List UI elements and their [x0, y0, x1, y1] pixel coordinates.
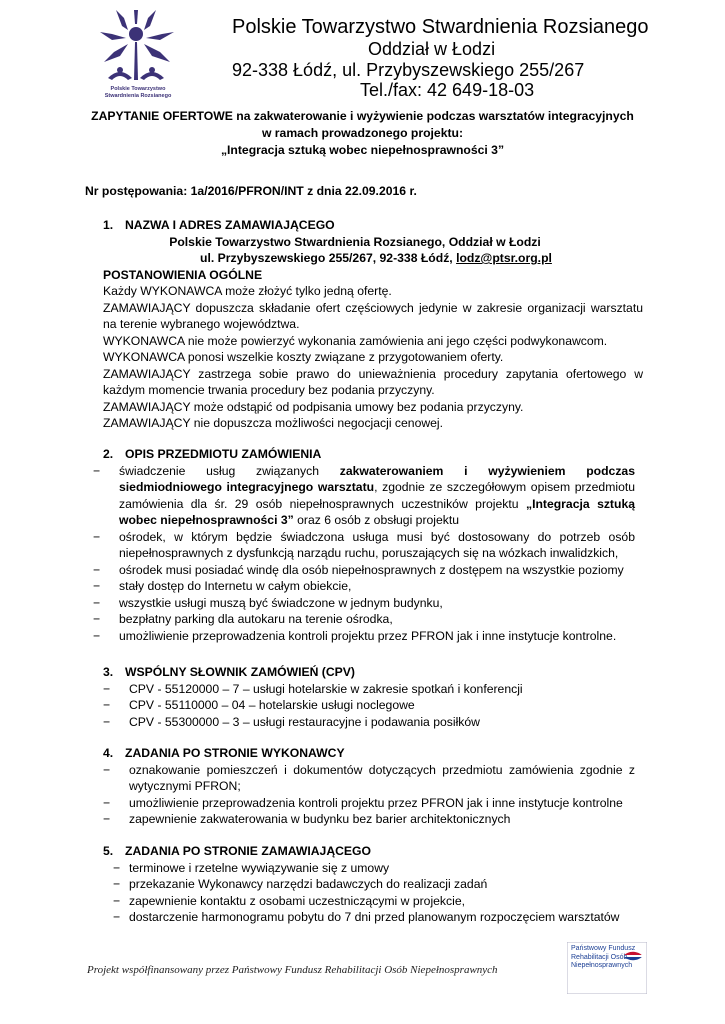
buyer-email-link[interactable]: lodz@ptsr.org.pl: [456, 251, 552, 265]
item-text: świadczenie usług związanych: [119, 463, 340, 478]
item-text: ośrodek musi posiadać windę dla osób niepełnosprawnych z dostępem na wszystkie poziomy: [119, 562, 624, 577]
list-item: [103, 795, 635, 812]
title-line3: „Integracja sztuką wobec niepełnosprawności 3”: [220, 143, 505, 157]
item-text: , zgodnie ze szczegółowym opisem przedmiotu zamówienia dla śr. 29 osób niepełnosprawnych uczestników projektu: [119, 480, 636, 511]
section-2-heading: [103, 446, 635, 463]
pfron-logo-text: [571, 945, 635, 971]
section-5: [103, 843, 643, 926]
list-item: [93, 595, 635, 612]
list-item: [113, 909, 643, 926]
title-line2: w ramach prowadzonego projektu:: [261, 126, 464, 140]
buyer-address-text: ul. Przybyszewskiego 255/267, 92-338 Łódź,: [200, 251, 457, 265]
section-5-title: ZADANIA PO STRONIE ZAMAWIAJĄCEGO: [125, 844, 372, 858]
provision-4: WYKONAWCA ponosi wszelkie koszty związane z przygotowaniem oferty.: [103, 350, 504, 364]
item-text: przekazanie Wykonawcy narzędzi badawczych do realizacji zadań: [129, 877, 488, 891]
item-bold-text: zakwaterowaniem i wyżywieniem podczas siedmiodniowego integracyjnego warsztatu: [119, 463, 635, 494]
list-item: [103, 762, 635, 795]
org-name: Polskie Towarzystwo Stwardnienia Rozsianego: [232, 16, 649, 38]
cpv-code: CPV - 55300000 – 3 – usługi restauracyjne i podawania posiłków: [129, 714, 480, 729]
dash-icon: −: [113, 893, 121, 908]
header-phone: Tel./fax: 42 649-18-03: [360, 80, 535, 100]
provision-6: ZAMAWIAJĄCY może odstąpić od podpisania umowy bez podania przyczyny.: [103, 399, 524, 414]
section-1-number: 1.: [103, 218, 114, 232]
section-5-number: 5.: [103, 844, 114, 858]
item-text: terminowe i rzetelne wywiązywanie się z umowy: [129, 860, 390, 875]
cpv-code: CPV - 55120000 – 7 – usługi hotelarskie w zakresie spotkań i konferencji: [129, 681, 523, 696]
section-1-title: NAZWA I ADRES ZAMAWIAJĄCEGO: [125, 218, 335, 232]
section-4: [103, 745, 635, 828]
project-name: „Integracja sztuką wobec niepełnosprawności 3”: [119, 496, 635, 527]
dash-icon: −: [103, 812, 111, 826]
list-item: [93, 611, 635, 628]
section-3-title: WSPÓLNY SŁOWNIK ZAMÓWIEŃ (CPV): [125, 665, 355, 679]
section-4-title: ZADANIA PO STRONIE WYKONAWCY: [125, 746, 345, 760]
procedure-number: Nr postępowania: 1a/2016/PFRON/INT z dnia 22.09.2016 r.: [85, 184, 417, 198]
dash-icon: −: [113, 910, 121, 924]
ptsr-logo-icon: [98, 8, 176, 88]
branch-name: Oddział w Łodzi: [368, 39, 496, 59]
list-item: [103, 697, 635, 714]
pfron-logo: [567, 942, 647, 994]
item-text: umożliwienie przeprowadzenia kontroli projektu przez PFRON jak i inne instytucje kontrolne.: [119, 628, 617, 643]
list-item: [93, 578, 635, 595]
dash-icon: −: [113, 877, 121, 891]
list-item: [113, 860, 643, 877]
dash-icon: −: [113, 860, 121, 875]
provision-1: Każdy WYKONAWCA może złożyć tylko jedną ofertę.: [103, 284, 392, 298]
provision-2: ZAMAWIAJĄCY dopuszcza składanie ofert częściowych jedynie w zakresie organizacji warsztatu na terenie wybranego województwa.: [103, 300, 643, 331]
section-3-heading: [103, 664, 635, 681]
buyer-org: Polskie Towarzystwo Stwardnienia Rozsianego, Oddział w Łodzi: [169, 234, 541, 249]
dash-icon: −: [103, 762, 111, 777]
dash-icon: −: [103, 681, 111, 696]
logo-caption: [98, 86, 178, 100]
dash-icon: −: [93, 579, 101, 593]
item-text: umożliwienie przeprowadzenia kontroli projektu przez PFRON jak i inne instytucje kontrolne: [129, 795, 623, 810]
general-provisions-heading: POSTANOWIENIA OGÓLNE: [103, 267, 263, 282]
section-3: [103, 664, 635, 730]
buyer-address: [103, 250, 643, 267]
section-1: [103, 217, 643, 432]
provision-3: WYKONAWCA nie może powierzyć wykonania zamówienia ani jego części podwykonawcom.: [103, 333, 608, 348]
dash-icon: −: [93, 529, 101, 544]
item-text: dostarczenie harmonogramu pobytu do 7 dni przed planowanym rozpoczęciem warsztatów: [129, 910, 620, 924]
section-2: [93, 446, 636, 644]
dash-icon: −: [93, 612, 101, 626]
document-title: [90, 108, 635, 159]
logo-caption-line1: Polskie Towarzystwo: [110, 86, 166, 92]
section-4-heading: [103, 745, 635, 762]
section-3-number: 3.: [103, 665, 114, 679]
list-item: [93, 463, 635, 529]
item-text: zapewnienie zakwaterowania w budynku bez barier architektonicznych: [129, 812, 511, 826]
item-text: wszystkie usługi muszą być świadczone w jednym budynku,: [119, 595, 443, 610]
dash-icon: −: [103, 714, 111, 729]
section-1-heading: [103, 217, 643, 234]
list-item: [93, 628, 635, 645]
dash-icon: −: [93, 595, 101, 610]
dash-icon: −: [93, 562, 101, 577]
item-text: ośrodek, w którym będzie świadczona usługa musi być dostosowany do potrzeb osób niepełnosprawnych z dysfunkcją narządu ruchu, poruszających się na wózkach inwalidzkich,: [119, 529, 635, 560]
header-address: 92-338 Łódź, ul. Przybyszewskiego 255/267: [232, 60, 585, 80]
cpv-code: CPV - 55110000 – 04 – hotelarskie usługi noclegowe: [129, 698, 415, 712]
footer-cofinancing-note: Projekt współfinansowany przez Państwowy Fundusz Rehabilitacji Osób Niepełnosprawnych: [87, 964, 498, 976]
section-2-title: OPIS PRZEDMIOTU ZAMÓWIENIA: [125, 447, 322, 461]
list-item: [103, 681, 635, 698]
list-item: [103, 811, 635, 828]
section-5-heading: [103, 843, 643, 860]
list-item: [93, 562, 635, 579]
provision-7: ZAMAWIAJĄCY nie dopuszcza możliwości negocjacji cenowej.: [103, 416, 444, 430]
pfron-line2: Rehabilitacji Osób: [571, 953, 628, 961]
provision-5: ZAMAWIAJĄCY zastrzega sobie prawo do unieważnienia procedury zapytania ofertowego w każdym momencie trwania procedury bez podania przyczyny.: [103, 366, 643, 397]
dash-icon: −: [103, 795, 111, 810]
pfron-line3: Niepełnosprawnych: [571, 962, 633, 969]
item-text: stały dostęp do Internetu w całym obiekcie,: [119, 579, 352, 593]
dash-icon: −: [93, 463, 101, 478]
section-2-number: 2.: [103, 447, 114, 461]
pfron-line1: Państwowy Fundusz: [571, 945, 636, 952]
item-text: oznakowanie pomieszczeń i dokumentów dotyczących przedmiotu zamówienia zgodnie z wytycznymi PFRON;: [129, 762, 635, 793]
item-text: zapewnienie kontaktu z osobami uczestniczącymi w projekcie,: [129, 893, 465, 908]
logo-caption-line2: Stwardnienia Rozsianego: [104, 93, 172, 99]
item-text: oraz 6 osób z obsługi projektu: [293, 513, 460, 527]
title-line1: ZAPYTANIE OFERTOWE na zakwaterowanie i wyżywienie podczas warsztatów integracyjnych: [91, 109, 634, 123]
list-item: [93, 529, 635, 562]
section-4-number: 4.: [103, 746, 114, 760]
item-text: bezpłatny parking dla autokaru na terenie ośrodka,: [119, 612, 393, 626]
list-item: [113, 876, 643, 893]
list-item: [103, 714, 635, 731]
dash-icon: −: [93, 628, 101, 643]
list-item: [113, 893, 643, 910]
dash-icon: −: [103, 698, 111, 712]
